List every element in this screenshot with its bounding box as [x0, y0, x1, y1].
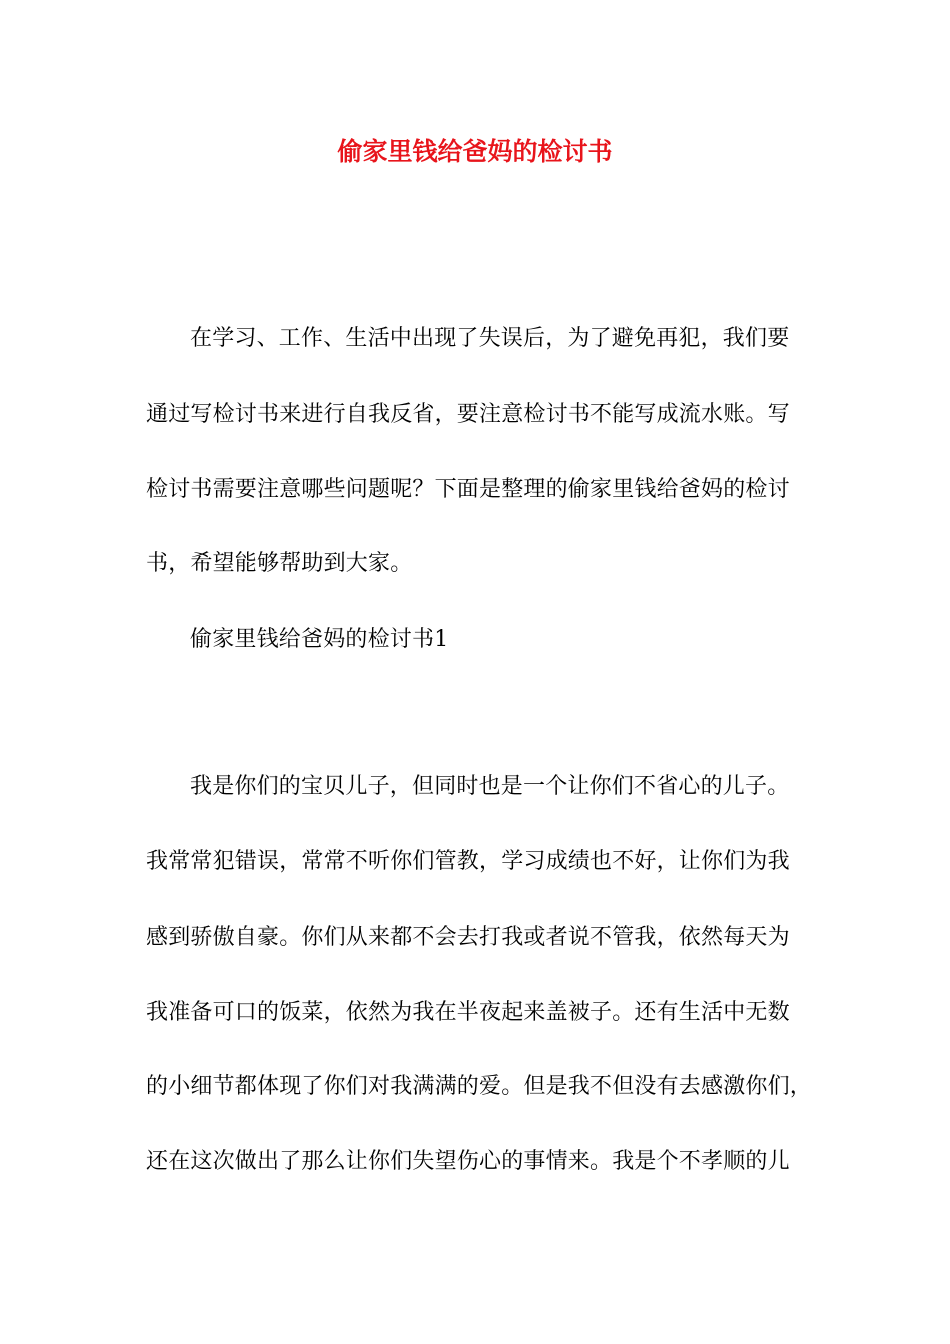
paragraph-line: 我常常犯错误，常常不听你们管教，学习成绩也不好，让你们为我	[146, 849, 790, 874]
document-title: 偷家里钱给爸妈的检讨书	[337, 137, 613, 166]
paragraph-line: 通过写检讨书来进行自我反省，要注意检讨书不能写成流水账。写	[146, 402, 790, 427]
paragraph-line: 我是你们的宝贝儿子，但同时也是一个让你们不省心的儿子。	[190, 774, 790, 799]
paragraph-line: 检讨书需要注意哪些问题呢？下面是整理的偷家里钱给爸妈的检讨	[146, 477, 790, 502]
paragraph-line: 书，希望能够帮助到大家。	[146, 551, 413, 576]
section-heading: 偷家里钱给爸妈的检讨书1	[190, 627, 449, 652]
paragraph-line: 感到骄傲自豪。你们从来都不会去打我或者说不管我，依然每天为	[146, 925, 790, 950]
paragraph-line: 还在这次做出了那么让你们失望伤心的事情来。我是个不孝顺的儿	[146, 1149, 790, 1174]
paragraph-line: 我准备可口的饭菜，依然为我在半夜起来盖被子。还有生活中无数	[146, 1000, 790, 1025]
paragraph-line: 的小细节都体现了你们对我满满的爱。但是我不但没有去感激你们，	[146, 1074, 813, 1099]
paragraph-line: 在学习、工作、生活中出现了失误后，为了避免再犯，我们要	[190, 326, 790, 351]
